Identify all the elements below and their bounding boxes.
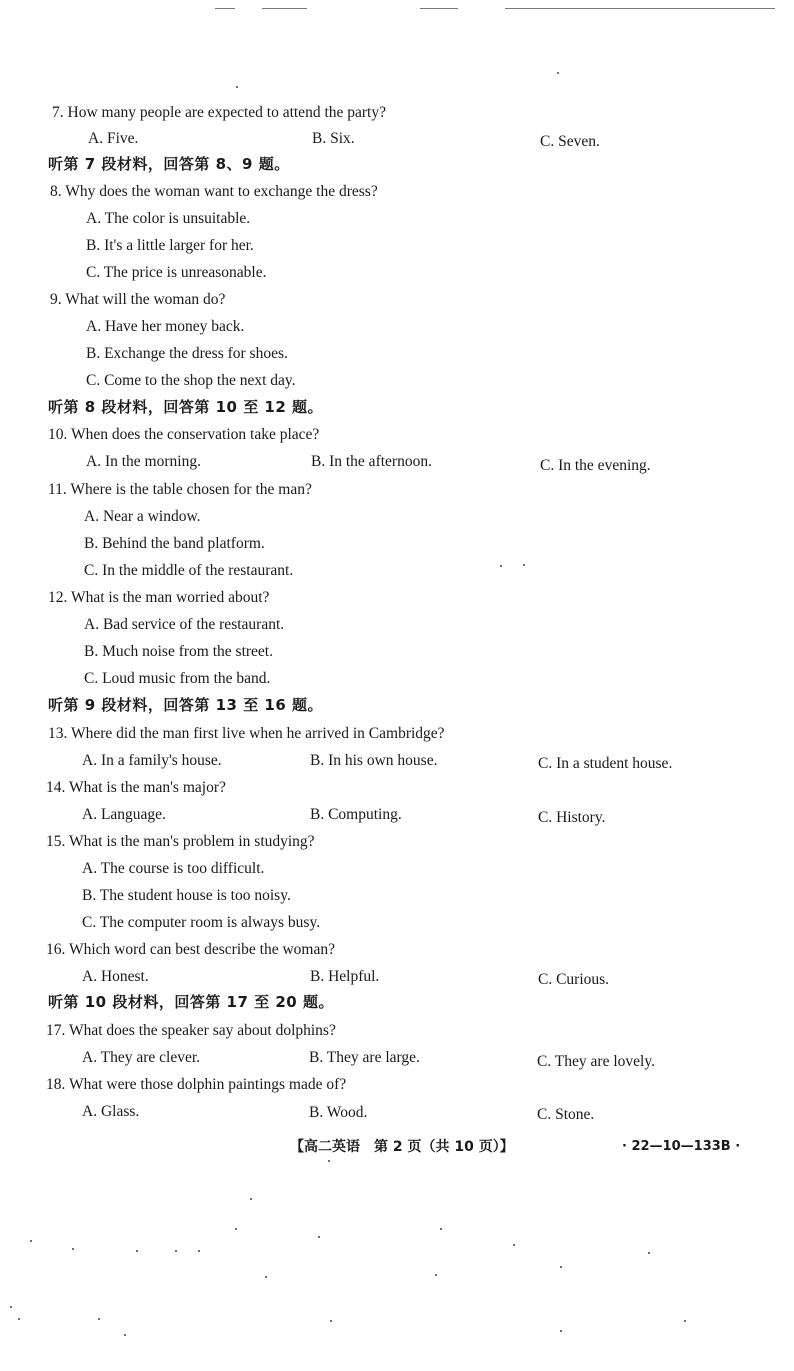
question-10-options <box>0 448 794 475</box>
scan-speck <box>124 1334 126 1336</box>
scan-speck <box>557 72 559 74</box>
question-14 <box>0 774 794 801</box>
section-8-heading <box>0 394 794 421</box>
question-8-option-b <box>0 232 794 259</box>
option-b: B. It's a little larger for her. <box>86 237 254 254</box>
option-a: A. Five. <box>88 130 139 147</box>
option-c: C. In the evening. <box>540 457 651 474</box>
question-11-option-b <box>0 530 794 557</box>
question-12-option-b <box>0 638 794 665</box>
question-text: 17. What does the speaker say about dolphins? <box>46 1022 336 1039</box>
scan-speck <box>250 1198 252 1200</box>
option-a: A. Glass. <box>82 1103 140 1120</box>
scan-speck <box>435 1274 437 1276</box>
option-b: B. The student house is too noisy. <box>82 887 291 904</box>
section-heading: 听第 8 段材料，回答第 10 至 12 题。 <box>48 398 324 416</box>
question-text: 18. What were those dolphin paintings made of? <box>46 1076 347 1093</box>
question-17-options <box>0 1044 794 1071</box>
option-a: A. The color is unsuitable. <box>86 210 251 227</box>
question-18-options <box>0 1098 794 1125</box>
question-8-option-a <box>0 205 794 232</box>
scan-speck <box>236 86 238 88</box>
question-17 <box>0 1017 794 1044</box>
scan-speck <box>318 1236 320 1238</box>
question-15-option-b <box>0 882 794 909</box>
scan-speck <box>684 1320 686 1322</box>
option-b: B. Computing. <box>310 806 402 823</box>
option-a: A. Have her money back. <box>86 318 245 335</box>
scan-artifact <box>420 8 458 9</box>
scan-speck <box>500 565 502 567</box>
scan-speck <box>648 1252 650 1254</box>
option-c: C. History. <box>538 809 606 826</box>
question-12-option-c <box>0 665 794 692</box>
scan-speck <box>523 564 525 566</box>
question-text: 9. What will the woman do? <box>50 291 226 308</box>
scan-speck <box>265 1276 267 1278</box>
option-b: B. In the afternoon. <box>311 453 432 470</box>
option-b: B. Wood. <box>309 1104 368 1121</box>
option-c: C. In the middle of the restaurant. <box>84 562 294 579</box>
question-15-option-c <box>0 909 794 936</box>
option-c: C. In a student house. <box>538 755 673 772</box>
question-text: 10. When does the conservation take place? <box>48 426 320 443</box>
scan-speck <box>18 1318 20 1320</box>
footer-code: · 22—10—133B · <box>622 1139 741 1154</box>
scan-speck <box>513 1244 515 1246</box>
section-heading: 听第 10 段材料，回答第 17 至 20 题。 <box>48 993 334 1011</box>
option-c: C. Seven. <box>540 133 600 150</box>
scan-artifact <box>262 8 307 9</box>
option-c: C. Stone. <box>537 1106 595 1123</box>
question-18 <box>0 1071 794 1098</box>
option-a: A. They are clever. <box>82 1049 201 1066</box>
question-14-options <box>0 801 794 828</box>
scan-speck <box>72 1248 74 1250</box>
question-text: 8. Why does the woman want to exchange the dress? <box>50 183 378 200</box>
question-11 <box>0 476 794 503</box>
question-text: 11. Where is the table chosen for the man? <box>48 481 312 498</box>
section-7-heading <box>0 151 794 178</box>
question-text: 13. Where did the man first live when he arrived in Cambridge? <box>48 725 445 742</box>
section-10-heading <box>0 989 794 1016</box>
option-b: B. Behind the band platform. <box>84 535 265 552</box>
option-a: A. In a family's house. <box>82 752 222 769</box>
scan-speck <box>235 1228 237 1230</box>
question-9 <box>0 286 794 313</box>
option-b: B. Helpful. <box>310 968 380 985</box>
scan-speck <box>440 1228 442 1230</box>
question-text: 12. What is the man worried about? <box>48 589 270 606</box>
scan-speck <box>330 1320 332 1322</box>
scan-speck <box>560 1330 562 1332</box>
question-text: 15. What is the man's problem in studying? <box>46 833 315 850</box>
scan-speck <box>560 1266 562 1268</box>
option-b: B. Six. <box>312 130 355 147</box>
scan-speck <box>175 1250 177 1252</box>
option-a: A. Language. <box>82 806 166 823</box>
section-heading: 听第 7 段材料，回答第 8、9 题。 <box>48 155 290 173</box>
scan-speck <box>10 1306 12 1308</box>
question-16-options <box>0 963 794 990</box>
question-text: 7. How many people are expected to attend the party? <box>52 104 386 121</box>
option-a: A. Bad service of the restaurant. <box>84 616 285 633</box>
option-c: C. Loud music from the band. <box>84 670 271 687</box>
question-16 <box>0 936 794 963</box>
section-9-heading <box>0 692 794 719</box>
scan-speck <box>98 1318 100 1320</box>
question-12-option-a <box>0 611 794 638</box>
question-15-option-a <box>0 855 794 882</box>
question-13-options <box>0 747 794 774</box>
option-a: A. In the morning. <box>86 453 201 470</box>
scan-speck <box>30 1240 32 1242</box>
option-a: A. The course is too difficult. <box>82 860 265 877</box>
question-8-option-c <box>0 259 794 286</box>
option-b: B. In his own house. <box>310 752 438 769</box>
option-c: C. Come to the shop the next day. <box>86 372 296 389</box>
option-b: B. They are large. <box>309 1049 420 1066</box>
question-11-option-a <box>0 503 794 530</box>
question-7 <box>0 99 794 126</box>
option-c: C. The computer room is always busy. <box>82 914 321 931</box>
question-15 <box>0 828 794 855</box>
question-9-option-c <box>0 367 794 394</box>
question-9-option-a <box>0 313 794 340</box>
question-text: 16. Which word can best describe the woman? <box>46 941 335 958</box>
option-b: B. Exchange the dress for shoes. <box>86 345 288 362</box>
question-7-options <box>0 125 794 152</box>
scan-speck <box>136 1250 138 1252</box>
question-12 <box>0 584 794 611</box>
scan-artifact <box>505 8 775 9</box>
scan-artifact <box>215 8 235 9</box>
option-a: A. Near a window. <box>84 508 201 525</box>
question-9-option-b <box>0 340 794 367</box>
page-footer <box>0 1135 794 1159</box>
footer-title: 【高二英语 第 2 页（共 10 页）】 <box>290 1139 514 1155</box>
question-13 <box>0 720 794 747</box>
option-c: C. They are lovely. <box>537 1053 655 1070</box>
scan-speck <box>198 1250 200 1252</box>
scan-speck <box>328 1160 330 1162</box>
option-c: C. The price is unreasonable. <box>86 264 267 281</box>
question-10 <box>0 421 794 448</box>
option-c: C. Curious. <box>538 971 610 988</box>
question-8 <box>0 178 794 205</box>
section-heading: 听第 9 段材料，回答第 13 至 16 题。 <box>48 696 324 714</box>
question-11-option-c <box>0 557 794 584</box>
option-b: B. Much noise from the street. <box>84 643 273 660</box>
option-a: A. Honest. <box>82 968 149 985</box>
question-text: 14. What is the man's major? <box>46 779 226 796</box>
